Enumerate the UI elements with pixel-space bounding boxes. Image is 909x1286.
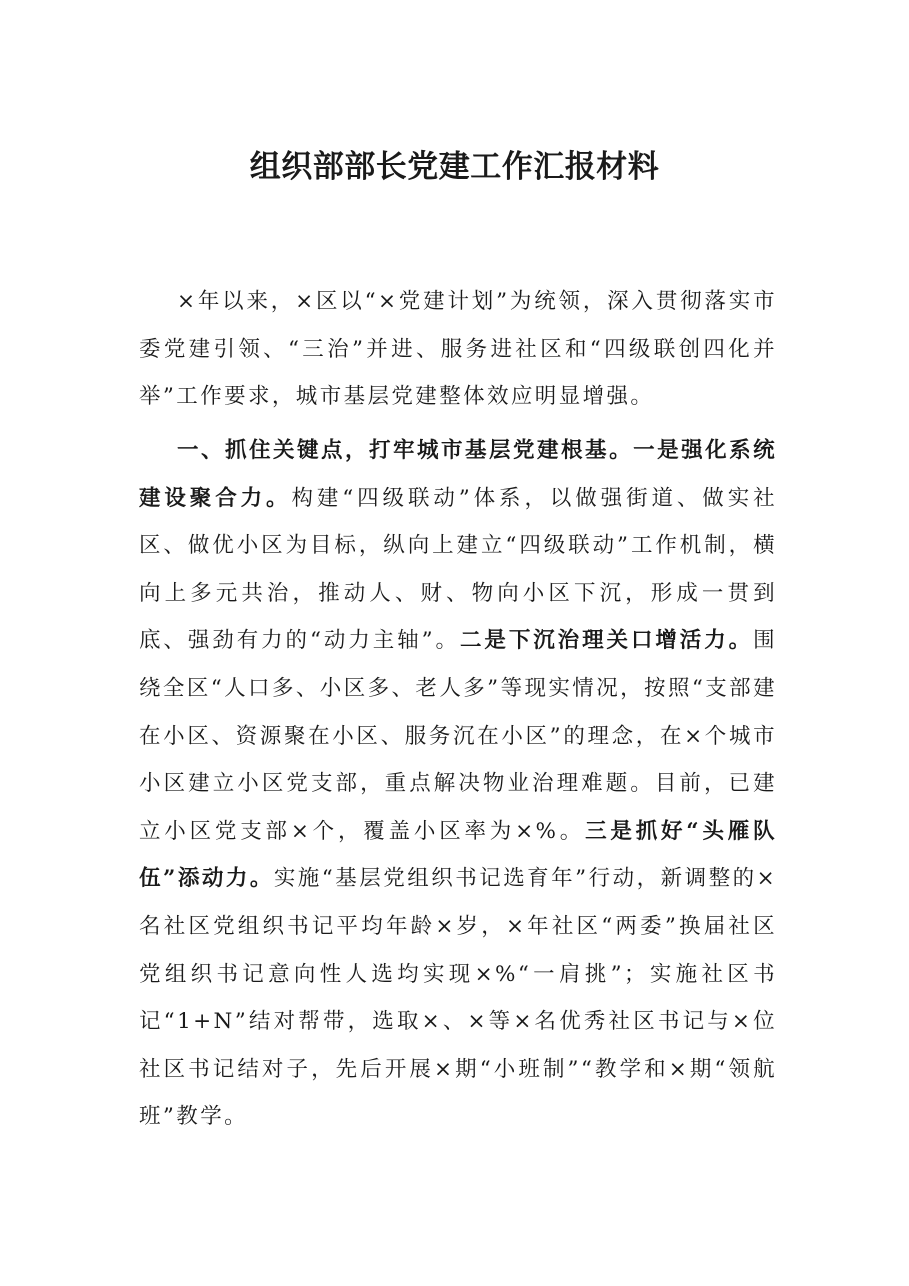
point-two-text: 围绕全区“人口多、小区多、老人多”等现实情况，按照“支部建在小区、资源聚在小区、服务沉在小区”的理念，在×个城市小区建立小区党支部，重点解决物业治理难题。目前，已建立小区党支部×个，覆盖小区率为×%。 bbox=[139, 628, 777, 844]
point-two-title: 二是下沉治理关口增活力。 bbox=[459, 628, 754, 654]
section-one-paragraph bbox=[139, 427, 777, 1141]
section-heading: 一、抓住关键点，打牢城市基层党建根基。 bbox=[177, 438, 634, 463]
point-three-text: 实施“基层党组织书记选育年”行动，新调整的×名社区党组织书记平均年龄×岁，×年社区“两委”换届社区党组织书记意向性人选均实现×%“一肩挑”；实施社区书记“1+N”结对帮带，选取×、×等×名优秀社区书记与×位社区书记结对子，先后开展×期“小班制”“教学和×期“领航班”教学。 bbox=[139, 866, 777, 1130]
document-title: 组织部部长党建工作汇报材料 bbox=[249, 149, 660, 185]
point-one-text: 构建“四级联动”体系，以做强街道、做实社区、做优小区为目标，纵向上建立“四级联动”工作机制，横向上多元共治，推动人、财、物向小区下沉，形成一贯到底、强劲有力的“动力主轴”。 bbox=[139, 485, 777, 654]
point-three-title: 三是抓好“头雁队伍”添动力。 bbox=[139, 818, 777, 892]
intro-paragraph: ×年以来，×区以“×党建计划”为统领，深入贯彻落实市委党建引领、“三治”并进、服务进社区和“四级联创四化并举”工作要求，城市基层党建整体效应明显增强。 bbox=[139, 289, 777, 410]
point-one-title: 一是强化系统建设聚合力。 bbox=[139, 438, 777, 511]
